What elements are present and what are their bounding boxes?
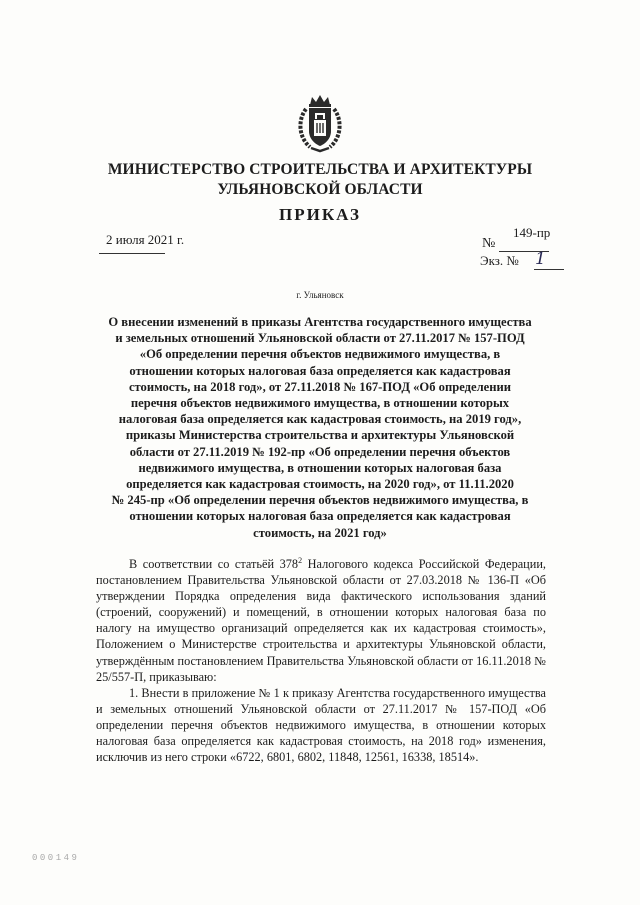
date-underline xyxy=(99,253,165,254)
title-line: «Об определении перечня объектов недвижимого имущества, в xyxy=(139,347,501,362)
title-line: стоимость, на 2018 год», от 27.11.2018 № 167-ПОД «Об определении xyxy=(128,379,512,394)
copy-number-underline xyxy=(534,269,564,270)
title-line: перечня объектов недвижимого имущества, в отношении которых xyxy=(130,396,510,411)
document-title xyxy=(95,314,545,541)
city: г. Ульяновск xyxy=(296,290,344,300)
ministry-name-line2: УЛЬЯНОВСКОЙ ОБЛАСТИ xyxy=(217,181,423,198)
document-number: 149-пр xyxy=(513,225,551,240)
title-line: приказы Министерства строительства и архитектуры Ульяновской xyxy=(125,428,515,443)
ministry-name-line1: МИНИСТЕРСТВО СТРОИТЕЛЬСТВА И АРХИТЕКТУРЫ xyxy=(107,161,533,178)
title-line: отношении которых налоговая база определяется как кадастровая xyxy=(129,363,511,378)
title-line: стоимость, на 2021 год» xyxy=(253,525,387,540)
title-line: налоговая база определяется как кадастровая стоимость, на 2019 год», xyxy=(118,412,522,427)
document-date: 2 июля 2021 г. xyxy=(106,232,185,247)
title-line: отношении которых налоговая база определяется как кадастровая xyxy=(129,509,511,524)
article-superscript: 2 xyxy=(298,555,303,565)
title-line: недвижимого имущества, в отношении которых налоговая база xyxy=(138,460,502,475)
page-stamp: 000149 xyxy=(32,853,80,863)
ministry-name xyxy=(80,160,560,200)
basis-text-rest: Налогового кодекса Российской Федерации, постановлением Правительства Ульяновской области от 27.03.2018 № 136-П «Об утверждении Порядка определения вида фактического использования зданий (строений, сооружений) и помещений, в отношении которых налоговая база по налогу на имущество организаций определяется как их кадастровая стоимость», Положением о Министерстве строительства и архитектуры Ульяновской области, утверждённым постановлением Правительства Ульяновской области от 16.11.2018 № 25/557-П, приказываю: xyxy=(96,557,546,684)
title-line: О внесении изменений в приказы Агентства государственного имущества xyxy=(108,315,532,329)
copy-number-label: Экз. № xyxy=(480,253,519,268)
document-type: ПРИКАЗ xyxy=(279,205,361,224)
coat-of-arms-icon xyxy=(296,93,344,153)
title-line: области от 27.11.2019 № 192-пр «Об определении перечня объектов xyxy=(129,444,511,459)
body-paragraph-item-1: 1. Внести в приложение № 1 к приказу Агентства государственного имущества и земельных отношений Ульяновской области от 27.11.2017 № 157-ПОД «Об определении перечня объектов недвижимого имущества, в отношении которых налоговая база определяется как кадастровая стоимость, на 2018 год» изменения, исключив из него строки «6722, 6801, 6802, 11848, 12561, 16338, 18514». xyxy=(96,685,546,765)
title-line: и земельных отношений Ульяновской области от 27.11.2017 № 157-ПОД xyxy=(115,331,525,346)
copy-number: 1 xyxy=(535,249,546,269)
title-line: определяется как кадастровая стоимость, на 2020 год», от 11.11.2020 xyxy=(126,477,514,492)
basis-text-start: В соответствии со статьёй 378 xyxy=(129,557,299,571)
number-label: № xyxy=(482,236,496,251)
body-paragraph-basis xyxy=(96,556,546,685)
title-line: № 245-пр «Об определении перечня объектов недвижимого имущества, в xyxy=(111,493,529,508)
document-body xyxy=(96,556,546,765)
